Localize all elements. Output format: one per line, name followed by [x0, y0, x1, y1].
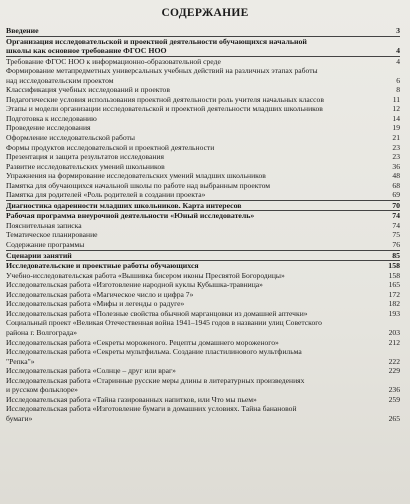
toc-entry-title: Содержание программы [6, 240, 85, 250]
toc-entry [6, 299, 400, 309]
toc-entry-title: Исследовательская работа «Изготовление бумаги в домашних условиях. Тайна банановой [6, 404, 297, 414]
toc-entry-page: 23 [392, 152, 400, 162]
toc-entry-page: 23 [392, 142, 400, 152]
toc-entry-page: 222 [388, 356, 400, 366]
toc-entry-title: Требование ФГОС НОО к информационно-образовательной среде [6, 56, 221, 66]
toc-entry-page: 48 [392, 171, 400, 181]
toc-entry-title: Диагностика одаренности младших школьников. Карта интересов [6, 200, 242, 210]
toc-entry-page: 12 [392, 104, 400, 114]
toc-entry [6, 385, 400, 395]
toc-entry-title: Памятка для родителей «Роль родителей в создании проекта» [6, 190, 206, 200]
toc-entry [6, 152, 400, 162]
toc-entry-page: 4 [396, 46, 400, 56]
toc-entry [6, 357, 400, 367]
toc-entry-title: района г. Волгограда» [6, 327, 78, 337]
toc-entry-page: 212 [388, 337, 400, 347]
toc-entry-title: Сценарии занятий [6, 250, 72, 260]
toc-entry-title: Рабочая программа внеурочной деятельности «Юный исследователь» [6, 211, 255, 221]
toc-entry [6, 309, 400, 319]
toc-entry-page: 75 [392, 230, 400, 240]
toc-entry-page: 69 [392, 190, 400, 200]
toc-entry [6, 261, 400, 271]
toc-entry [6, 338, 400, 348]
toc-entry [6, 114, 400, 124]
toc-entry [6, 376, 400, 386]
toc-entry [6, 171, 400, 181]
toc-entry-title: Исследовательская работа «Полезные свойства обычной марганцовки из домашней аптечки» [6, 308, 308, 318]
toc-entry-title: "Репка"» [6, 356, 35, 366]
toc-entry-title: Пояснительная записка [6, 220, 82, 230]
toc-entry [6, 66, 400, 76]
toc-entry [6, 133, 400, 143]
toc-entry-page: 76 [392, 240, 400, 250]
toc-entry [6, 85, 400, 95]
toc-entry [6, 221, 400, 231]
toc-entry-page: 74 [392, 211, 400, 221]
toc-entry-title: Памятка для обучающихся начальной школы по работе над выбранным проектом [6, 180, 271, 190]
toc-entry [6, 280, 400, 290]
toc-entry-title: Введение [6, 26, 39, 35]
toc-entry-page: 193 [388, 308, 400, 318]
toc-entry [6, 37, 400, 47]
toc-entry-page: 165 [388, 280, 400, 290]
toc-entry-title: Формы продуктов исследовательской и проектной деятельности [6, 142, 215, 152]
toc-entry [6, 104, 400, 114]
toc-entry [6, 328, 400, 338]
toc-entry-page: 265 [388, 413, 400, 423]
toc-entry-page: 14 [392, 113, 400, 123]
toc-entry-page: 172 [388, 289, 400, 299]
toc-entry-page: 19 [392, 123, 400, 133]
toc-entry [6, 230, 400, 240]
toc-entry-title: Исследовательская работа «Тайна газированных напитков, или Что мы пьем» [6, 394, 257, 404]
toc-entry [6, 57, 400, 67]
toc-entry-title: школы как основное требование ФГОС НОО [6, 46, 167, 56]
toc-entry-page: 70 [392, 200, 400, 210]
toc-entry [6, 181, 400, 191]
toc-entry-title: Исследовательская работа «Магическое число и цифра 7» [6, 289, 194, 299]
toc-entry-title: Социальный проект «Великая Отечественная война 1941–1945 годов в названии улиц Советского [6, 318, 322, 328]
toc-entry [6, 76, 400, 86]
toc-entry-page: 6 [396, 75, 400, 85]
toc-entry [6, 201, 400, 212]
toc-entry [6, 26, 400, 37]
toc-entry-page: 36 [392, 161, 400, 171]
toc-entry [6, 95, 400, 105]
toc-entry [6, 162, 400, 172]
toc-entry-title: Исследовательская работа «Изготовление народной куклы Кубышка-травница» [6, 280, 263, 290]
toc-entry-title: Классификация учебных исследований и проектов [6, 85, 170, 95]
toc-entry-page: 203 [388, 327, 400, 337]
toc-entry-title: Организация исследовательской и проектной деятельности обучающихся начальной [6, 36, 307, 46]
toc-entry [6, 123, 400, 133]
toc-entry-page: 236 [388, 385, 400, 395]
toc-entry-page: 85 [392, 250, 400, 260]
toc-entry-title: Подготовка к исследованию [6, 113, 97, 123]
toc-entry-title: Оформление исследовательской работы [6, 133, 135, 143]
toc-entry [6, 46, 400, 57]
toc-entry-title: Упражнения на формирование исследовательских умений младших школьников [6, 171, 266, 181]
toc-entry-page: 229 [388, 366, 400, 376]
toc-entry-title: Формирование метапредметных универсальных учебных действий на различных этапах работы [6, 66, 318, 76]
toc-entry [6, 395, 400, 405]
toc-entry-title: Этапы и модели организации исследовательской и проектной деятельности младших школьников [6, 104, 323, 114]
toc-entry [6, 366, 400, 376]
toc-entry [6, 271, 400, 281]
toc-entry-title: Исследовательская работа «Секреты мультфильма. Создание пластилинового мультфильма [6, 347, 302, 357]
toc-entry-title: бумаги» [6, 413, 33, 423]
toc-entry [6, 347, 400, 357]
toc-entry [6, 290, 400, 300]
toc-entry [6, 251, 400, 262]
toc-entry [6, 143, 400, 153]
toc-entry-title: и русском фольклоре» [6, 385, 78, 395]
toc-entry-title: Исследовательская работа «Старинные русские меры длины в литературных произведениях [6, 375, 305, 385]
toc-entry-page: 182 [388, 299, 400, 309]
toc-entry [6, 190, 400, 201]
toc-entry [6, 211, 400, 221]
toc-entry-title: Исследовательские и проектные работы обучающихся [6, 261, 199, 271]
toc-entry-page: 74 [392, 220, 400, 230]
toc-entry [6, 318, 400, 328]
toc-entry [6, 414, 400, 424]
toc-entry-title: Педагогические условия использования проектной деятельности роль учителя начальных классов [6, 94, 324, 104]
page-title: СОДЕРЖАНИЕ [161, 7, 249, 19]
toc-list [6, 26, 400, 423]
toc-entry-title: над исследовательским проектом [6, 75, 114, 85]
toc-entry [6, 240, 400, 251]
toc-entry-page: 3 [396, 26, 400, 35]
toc-entry-page: 259 [388, 394, 400, 404]
toc-entry-title: Исследовательская работа «Секреты мороженого. Рецепты домашнего мороженого» [6, 337, 279, 347]
toc-entry-title: Исследовательская работа «Мифы и легенды о радуге» [6, 299, 185, 309]
toc-entry-page: 68 [392, 180, 400, 190]
toc-entry-title: Развитие исследовательских умений школьников [6, 161, 165, 171]
toc-entry-page: 21 [392, 133, 400, 143]
toc-entry-title: Проведение исследования [6, 123, 91, 133]
toc-entry-title: Исследовательская работа «Солнце – друг или враг» [6, 366, 176, 376]
toc-entry-title: Тематическое планирование [6, 230, 98, 240]
toc-entry-title: Презентация и защита результатов исследования [6, 152, 165, 162]
toc-entry-title: Учебно-исследовательская работа «Вышивка бисером иконы Пресвятой Богородицы» [6, 270, 285, 280]
toc-entry-page: 158 [388, 261, 400, 271]
toc-entry-page: 8 [396, 85, 400, 95]
toc-entry-page: 4 [396, 56, 400, 66]
toc-entry [6, 404, 400, 414]
toc-entry-page: 158 [388, 270, 400, 280]
toc-entry-page: 11 [392, 94, 400, 104]
